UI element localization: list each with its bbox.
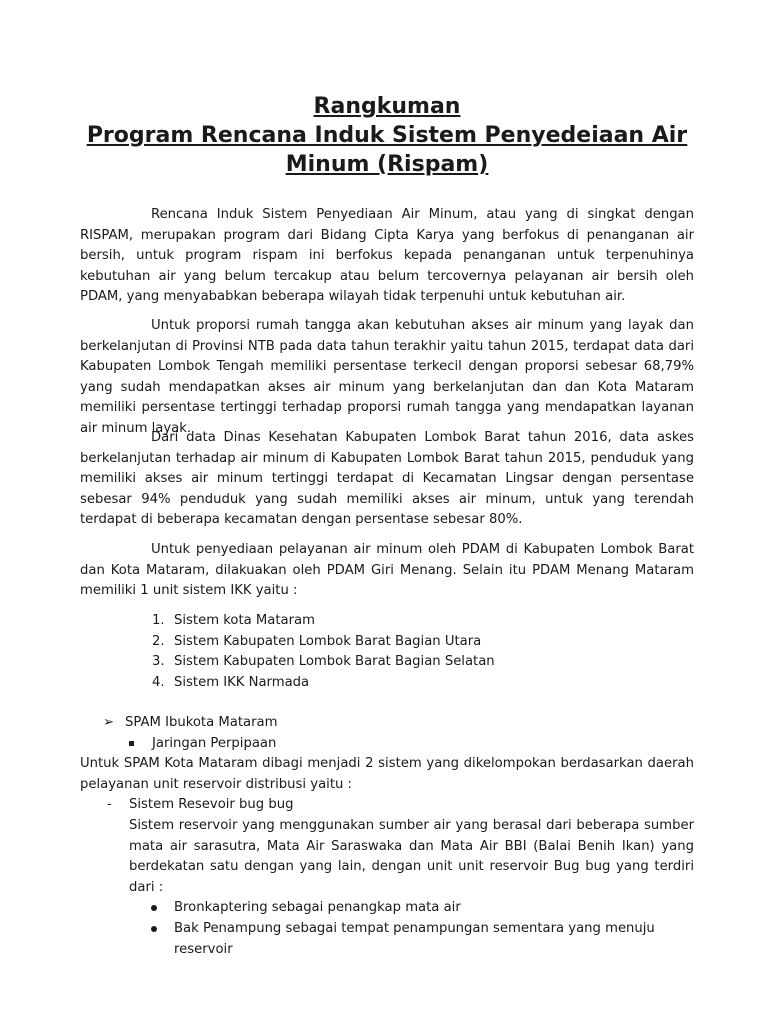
- paragraph-rispam-intro: [80, 205, 694, 308]
- square-bullet-icon: [129, 741, 134, 746]
- title-line-3: Minum (Rispam): [285, 152, 489, 177]
- paragraph-text: Dari data Dinas Kesehatan Kabupaten Lombok Barat tahun 2016, data askes berkelanjutan terhadap air minum di Kabupaten Lombok Barat tahun 2015, penduduk yang memiliki akses air minum tertinggi terdapat di Kecamatan Lingsar dengan persentase sebesar 94% penduduk yang sudah memiliki akses air minum, untuk yang terendah terdapat di beberapa kecamatan dengan persentase sebesar 80%.: [80, 430, 694, 528]
- list-item-text: Bronkaptering sebagai penangkap mata air: [174, 900, 461, 916]
- system-description: Sistem reservoir yang menggunakan sumber air yang berasal dari beberapa sumber mata air sarasutra, Mata Air Saraswaka dan Mata Air BBI (Balai Benih Ikan) yang berdekatan satu dengan yang lain, dengan unit unit reservoir Bug bug yang terdiri dari :: [129, 817, 694, 895]
- list-item: [80, 919, 694, 960]
- spam-intro: Untuk SPAM Kota Mataram dibagi menjadi 2 sistem yang dikelompokan berdasarkan daerah pelayanan unit reservoir distribusi yaitu :: [80, 756, 694, 792]
- paragraph-pdam: [80, 540, 694, 602]
- dash-bullet-icon: -: [107, 797, 112, 813]
- list-item-text: Sistem Kabupaten Lombok Barat Bagian Utara: [174, 633, 482, 649]
- paragraph-text: Untuk proporsi rumah tangga akan kebutuhan akses air minum yang layak dan berkelanjutan di Provinsi NTB pada data tahun terakhir yaitu tahun 2015, terdapat data dari Kabupaten Lombok Tengah memiliki persentase terkecil dengan proporsi sebesar 68,79% yang sudah mendapatkan akses air minum yang berkelanjutan dan dan Kota Mataram memiliki persentase tertinggi terhadap proporsi rumah tangga yang mendapatkan layanan air minum layak.: [80, 318, 694, 436]
- list-item: [80, 673, 694, 694]
- title-line-1: Rangkuman: [313, 94, 461, 119]
- list-item: [80, 898, 694, 919]
- list-item: [80, 632, 694, 653]
- paragraph-text: Rencana Induk Sistem Penyediaan Air Minum, atau yang di singkat dengan RISPAM, merupakan program dari Bidang Cipta Karya yang berfokus di penanganan air bersih, untuk program rispam ini berfokus kepada penanganan untuk terpenuhinya kebutuhan air yang belum tercakup atau belum tercovernya pelayanan air bersih oleh PDAM, yang menyababkan beberapa wilayah tidak terpenuhi untuk kebutuhan air.: [80, 207, 694, 305]
- spam-section: [80, 713, 694, 960]
- paragraph-proporsi: [80, 316, 694, 440]
- document-title: [80, 92, 694, 179]
- spam-subheading: Jaringan Perpipaan: [152, 735, 277, 751]
- list-item-text: Sistem IKK Narmada: [174, 674, 310, 690]
- spam-heading-row: [80, 713, 694, 734]
- list-number: 1.: [152, 613, 165, 628]
- list-item: [80, 652, 694, 673]
- system-name-row: [80, 795, 694, 816]
- title-line-2: Program Rencana Induk Sistem Penyedeiaan Air: [86, 123, 688, 148]
- arrow-bullet-icon: ➢: [103, 715, 115, 730]
- round-bullet-icon: [151, 905, 157, 911]
- paragraph-dinas-kesehatan: [80, 428, 694, 531]
- paragraph-text: Untuk penyediaan pelayanan air minum oleh PDAM di Kabupaten Lombok Barat dan Kota Mataram, dilakuakan oleh PDAM Giri Menang. Selain itu PDAM Menang Mataram memiliki 1 unit sistem IKK yaitu :: [80, 542, 694, 599]
- list-item-text: Sistem Kabupaten Lombok Barat Bagian Selatan: [174, 654, 495, 670]
- list-number: 2.: [152, 633, 165, 649]
- system-name: Sistem Resevoir bug bug: [129, 797, 294, 813]
- list-number: 4.: [152, 674, 165, 690]
- list-item: [80, 611, 694, 632]
- list-item-text: Bak Penampung sebagai tempat penampungan sementara yang menuju reservoir: [174, 920, 655, 957]
- list-item-text: Sistem kota Mataram: [174, 613, 315, 628]
- round-bullet-icon: [151, 926, 157, 932]
- ikk-system-list: [80, 611, 694, 693]
- spam-subheading-row: [80, 734, 694, 755]
- list-number: 3.: [152, 654, 165, 670]
- spam-heading: SPAM Ibukota Mataram: [125, 715, 278, 730]
